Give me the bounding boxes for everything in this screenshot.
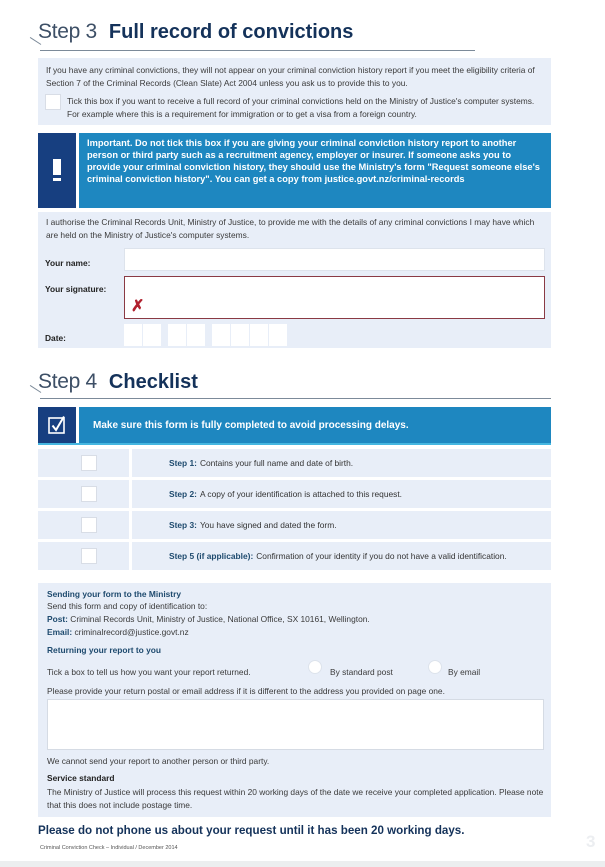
page-number: 3	[586, 832, 596, 851]
date-year-digit-4[interactable]	[269, 324, 287, 346]
checklist-banner-text: Make sure this form is fully completed to avoid processing delays.	[79, 407, 551, 443]
radio-standard-post[interactable]	[308, 660, 322, 674]
email-label: Email:	[47, 627, 73, 637]
checklist-item	[38, 511, 551, 539]
checklist-checkbox-cell	[38, 511, 129, 539]
radio-standard-post-label: By standard post	[330, 667, 393, 677]
checklist-item	[38, 542, 551, 570]
full-record-checkbox-label: Tick this box if you want to receive a full record of your criminal convictions held on the Ministry of Justice's computer systems. For example where this is a requirement for immigration or to get a visa from a foreign country.	[67, 96, 535, 119]
checklist-checkbox-4[interactable]	[81, 548, 97, 564]
step3-rule	[40, 50, 475, 51]
sending-returning-panel	[38, 583, 551, 817]
service-text: The Ministry of Justice will process this request within 20 working days of the date we receive your completed application. Please note that this does not include postage time.	[47, 787, 544, 810]
sending-post	[47, 613, 542, 626]
checklist-item-desc: Contains your full name and date of birth.	[199, 458, 354, 468]
service-heading: Service standard	[47, 773, 115, 783]
checklist-item-label: Step 2:	[169, 489, 197, 499]
step4-heading	[38, 370, 198, 394]
checklist-checkbox-cell	[38, 542, 129, 570]
sending-heading: Sending your form to the Ministry	[47, 589, 182, 599]
alert-icon-box	[38, 133, 76, 208]
date-day-digit-1[interactable]	[124, 324, 142, 346]
checklist-checkbox-cell	[38, 449, 129, 477]
step4-rule	[40, 398, 551, 399]
date-label: Date:	[45, 333, 66, 343]
returning-prompt: Tick a box to tell us how you want your report returned.	[47, 667, 251, 677]
signature-x-mark: ✗	[131, 298, 145, 315]
returning-heading: Returning your report to you	[47, 645, 161, 655]
post-address: Criminal Records Unit, Ministry of Justice, National Office, SX 10161, Wellington.	[70, 614, 370, 624]
checklist-item-text	[132, 511, 551, 539]
radio-email[interactable]	[428, 660, 442, 674]
checklist-icon-box	[38, 407, 76, 443]
authorisation-text: I authorise the Criminal Records Unit, Ministry of Justice, to provide me with the details of any criminal convictions I may have which are held on the Ministry of Justice's computer systems.	[46, 217, 535, 240]
date-month-digit-1[interactable]	[168, 324, 186, 346]
checklist-item	[38, 480, 551, 508]
date-year-digit-1[interactable]	[212, 324, 230, 346]
sending-instructions: Send this form and copy of identification to:	[47, 601, 208, 611]
email-address[interactable]: criminalrecord@justice.govt.nz	[74, 627, 189, 637]
checklist-item-text	[132, 480, 551, 508]
checklist-checkbox-2[interactable]	[81, 486, 97, 502]
date-input-group	[124, 324, 294, 346]
alert-text: Important. Do not tick this box if you are giving your criminal conviction history report to another person or third party such as a recruitment agency, employer or insurer. If someone asks you to provide your criminal conviction history, they should use the Ministry's form "Request someone else's criminal conviction history". You can get a copy from justice.govt.nz/criminal-records	[79, 133, 551, 208]
form-footer: Criminal Conviction Check – Individual / December 2014	[40, 845, 178, 851]
step4-number: Step 4	[38, 370, 97, 393]
full-record-checkbox[interactable]	[45, 94, 61, 110]
third-party-note: We cannot send your report to another person or third party.	[47, 756, 270, 766]
checklist-item-text	[132, 542, 551, 570]
date-year-digit-3[interactable]	[250, 324, 268, 346]
signature-label: Your signature:	[45, 284, 107, 294]
important-alert	[38, 133, 551, 208]
page-bottom-edge	[0, 861, 605, 867]
checklist-checkbox-3[interactable]	[81, 517, 97, 533]
checklist-checkbox-cell	[38, 480, 129, 508]
step3-number: Step 3	[38, 20, 97, 43]
date-month-digit-2[interactable]	[187, 324, 205, 346]
name-input[interactable]	[124, 248, 545, 271]
checklist-item-desc: A copy of your identification is attached to this request.	[199, 489, 402, 499]
date-day-digit-2[interactable]	[143, 324, 161, 346]
step3-title: Full record of convictions	[108, 21, 354, 43]
step4-title: Checklist	[108, 371, 198, 393]
checklist-banner	[38, 407, 551, 445]
checklist-checkbox-1[interactable]	[81, 455, 97, 471]
date-year-digit-2[interactable]	[231, 324, 249, 346]
step3-intro-panel	[38, 58, 551, 125]
checklist-item-label: Step 3:	[169, 520, 197, 530]
checklist-item-desc: Confirmation of your identity if you do not have a valid identification.	[256, 551, 507, 561]
name-label: Your name:	[45, 258, 91, 268]
checklist-item-label: Step 5 (if applicable):	[169, 551, 254, 561]
radio-email-label: By email	[448, 667, 481, 677]
exclamation-icon	[52, 159, 62, 183]
post-label: Post:	[47, 614, 68, 624]
do-not-phone-warning: Please do not phone us about your request until it has been 20 working days.	[38, 824, 465, 837]
step3-heading	[38, 20, 353, 44]
checklist-item-text	[132, 449, 551, 477]
address-prompt: Please provide your return postal or email address if it is different to the address you provided on page one.	[47, 686, 445, 696]
step3-intro-text: If you have any criminal convictions, they will not appear on your criminal conviction history report if you meet the eligibility criteria of Section 7 of the Criminal Records (Clean Slate) Act 2004 unless you ask us to provide this to you.	[46, 65, 535, 88]
return-address-input[interactable]	[47, 699, 544, 750]
sending-email	[47, 626, 542, 639]
checkbox-checked-icon	[47, 415, 67, 435]
checklist-item	[38, 449, 551, 477]
checklist-item-desc: You have signed and dated the form.	[199, 520, 337, 530]
checklist-item-label: Step 1:	[169, 458, 197, 468]
signature-input[interactable]	[124, 276, 545, 319]
